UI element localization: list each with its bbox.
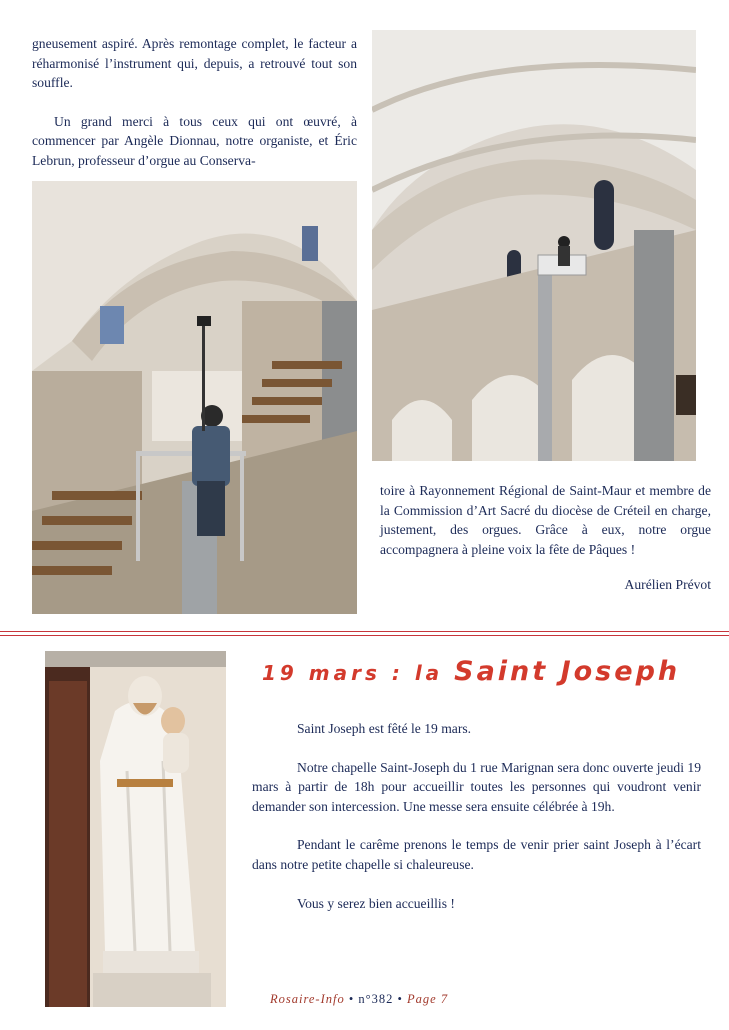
issue-number: n°382 <box>358 992 394 1006</box>
divider-rule <box>0 635 729 636</box>
divider-rule <box>0 631 729 632</box>
title-part-date: 19 mars : la <box>262 661 455 685</box>
paragraph: gneusement aspiré. Après remontage complet, le facteur a réharmonisé l’instrument qui, depuis, a retrouvé tout son souffle. <box>32 36 357 91</box>
footer-separator: • <box>344 992 359 1006</box>
paragraph: Vous y serez bien accueillis ! <box>297 895 455 911</box>
section-title <box>262 656 712 687</box>
paragraph: Notre chapelle Saint-Joseph du 1 rue Marignan sera donc ouverte jeudi 19 mars à partir de 18h pour accueillir toutes les personnes qui voudront venir demander son intercession. Une messe sera ensuite célébrée à 19h. <box>252 759 701 814</box>
paragraph: toire à Rayonnement Régional de Saint-Maur et membre de la Commission d’Art Sacré du diocèse de Créteil en charge, justement, des orgues. Grâce à eux, notre orgue accompagnera à pleine voix la fête de Pâques ! <box>380 483 711 557</box>
paragraph: Pendant le carême prenons le temps de venir prier saint Joseph à l’écart dans notre petite chapelle si chaleureuse. <box>252 837 701 872</box>
footer-separator: • <box>393 992 408 1006</box>
author-signature: Aurélien Prévot <box>624 577 711 592</box>
photo-organ-lift-chapel <box>32 181 357 614</box>
photo-vault-lift <box>372 30 696 461</box>
title-part-saint: Saint Joseph <box>454 656 681 687</box>
photo-saint-joseph-statue <box>45 651 226 1007</box>
article-text-top-left <box>32 34 357 171</box>
paragraph: Un grand merci à tous ceux qui ont œuvré, à commencer par Angèle Dionnau, notre organiste, et Éric Lebrun, professeur d’orgue au Conserva- <box>32 113 357 168</box>
saint-joseph-text <box>252 719 701 913</box>
page-footer <box>270 992 448 1007</box>
page-number: Page 7 <box>407 992 449 1006</box>
paragraph: Saint Joseph est fêté le 19 mars. <box>297 721 472 736</box>
publication-name: Rosaire-Info <box>270 992 345 1006</box>
article-text-right <box>380 481 711 559</box>
